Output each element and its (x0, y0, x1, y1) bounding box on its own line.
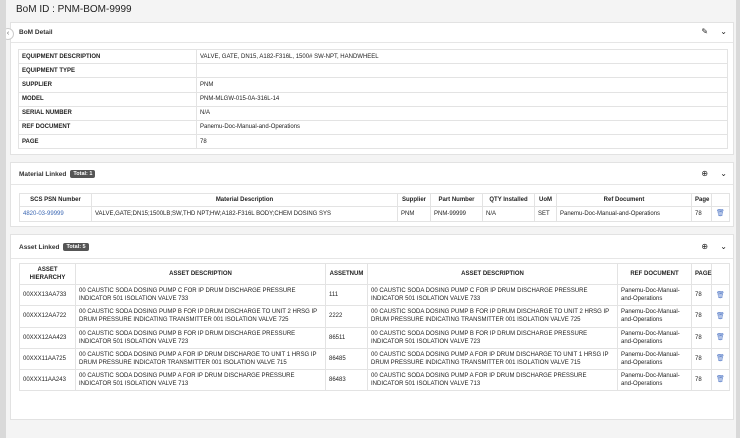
total-badge: Total: 1 (70, 170, 95, 178)
asset-page-cell: 78 (692, 369, 712, 390)
asset-ref-cell: Panemu-Doc-Manual-and-Operations (618, 306, 692, 327)
bom-detail-card (10, 22, 734, 155)
asset-num-cell: 86511 (326, 327, 368, 348)
asset-linked-header (11, 235, 733, 259)
asset-num-cell: 2222 (326, 306, 368, 327)
detail-row (19, 92, 728, 106)
asset-ref-cell: Panemu-Doc-Manual-and-Operations (618, 285, 692, 306)
asset-page-cell: 78 (692, 327, 712, 348)
asset-num-cell: 86483 (326, 369, 368, 390)
asset-row (20, 306, 730, 327)
asset-desc-cell: 00 CAUSTIC SODA DOSING PUMP A FOR IP DRUM DISCHARGE PRESSURE INDICATOR 501 ISOLATION VALVE 713 (76, 369, 326, 390)
asset-row (20, 369, 730, 390)
asset-linked-title: Asset Linked (19, 244, 60, 251)
detail-row (19, 120, 728, 134)
material-linked-header (11, 163, 733, 185)
asset-ref-cell: Panemu-Doc-Manual-and-Operations (618, 369, 692, 390)
material-uom-cell: SET (535, 207, 557, 221)
chevron-down-icon[interactable]: ⌄ (720, 27, 727, 36)
asset-ref-cell: Panemu-Doc-Manual-and-Operations (618, 327, 692, 348)
bom-page (6, 0, 736, 438)
detail-label: EQUIPMENT DESCRIPTION (19, 50, 197, 64)
detail-value: PNM-MLGW-015-0A-316L-14 (197, 92, 728, 106)
detail-label: SUPPLIER (19, 78, 197, 92)
pencil-icon[interactable]: ✎ (701, 27, 709, 36)
asset-hier-cell: 00XXX13AA733 (20, 285, 76, 306)
asset-column-header: ASSETNUM (326, 264, 368, 285)
trash-icon[interactable]: 🗑 (712, 207, 730, 221)
plus-circle-icon[interactable]: ⊕ (701, 242, 709, 251)
material-part-cell: PNM-99999 (431, 207, 483, 221)
asset-row (20, 285, 730, 306)
asset-desc2-cell: 00 CAUSTIC SODA DOSING PUMP C FOR IP DRUM DISCHARGE PRESSURE INDICATOR 501 ISOLATION VALVE 733 (368, 285, 618, 306)
detail-row (19, 106, 728, 120)
detail-row (19, 50, 728, 64)
asset-num-cell: 111 (326, 285, 368, 306)
material-supplier-cell: PNM (398, 207, 431, 221)
asset-hier-cell: 00XXX12AA423 (20, 327, 76, 348)
asset-desc2-cell: 00 CAUSTIC SODA DOSING PUMP B FOR IP DRUM DISCHARGE TO UNIT 2 HRSG IP DRUM PRESSURE INDICATING TRANSMITTER 001 ISOLATION VALVE 725 (368, 306, 618, 327)
detail-value (197, 64, 728, 78)
trash-icon[interactable]: 🗑 (712, 327, 730, 348)
trash-icon[interactable]: 🗑 (712, 285, 730, 306)
asset-num-cell: 86485 (326, 348, 368, 369)
asset-desc2-cell: 00 CAUSTIC SODA DOSING PUMP A FOR IP DRUM DISCHARGE PRESSURE INDICATOR 501 ISOLATION VALVE 713 (368, 369, 618, 390)
bom-detail-header (11, 23, 733, 43)
asset-desc-cell: 00 CAUSTIC SODA DOSING PUMP B FOR IP DRUM DISCHARGE TO UNIT 2 HRSG IP DRUM PRESSURE INDICATING TRANSMITTER 001 ISOLATION VALVE 725 (76, 306, 326, 327)
detail-label: EQUIPMENT TYPE (19, 64, 197, 78)
psn-cell (20, 207, 92, 221)
asset-hier-cell: 00XXX11AA725 (20, 348, 76, 369)
asset-hier-cell: 00XXX12AA722 (20, 306, 76, 327)
asset-page-cell: 78 (692, 348, 712, 369)
detail-value: PNM (197, 78, 728, 92)
material-qty-cell: N/A (483, 207, 535, 221)
asset-column-header: ASSET HIERARCHY (20, 264, 76, 285)
detail-row (19, 78, 728, 92)
asset-column-header: REF DOCUMENT (618, 264, 692, 285)
asset-page-cell: 78 (692, 306, 712, 327)
material-linked-card (10, 162, 734, 227)
asset-desc-cell: 00 CAUSTIC SODA DOSING PUMP B FOR IP DRUM DISCHARGE PRESSURE INDICATOR 501 ISOLATION VALVE 723 (76, 327, 326, 348)
action-column-header (712, 264, 730, 285)
material-column-header: UoM (535, 194, 557, 207)
action-column-header (712, 194, 730, 207)
material-desc-cell: VALVE,GATE;DN15;1500LB;SW,THD NPT;HW;A182-F316L BODY;CHEM DOSING SYS (92, 207, 398, 221)
material-column-header: SCS PSN Number (20, 194, 92, 207)
detail-label: PAGE (19, 135, 197, 149)
asset-table (19, 263, 730, 391)
asset-row (20, 327, 730, 348)
sidebar-toggle-icon[interactable]: ‹ (6, 28, 14, 40)
material-column-header: QTY Installed (483, 194, 535, 207)
asset-page-cell: 78 (692, 285, 712, 306)
page-title: BoM ID : PNM-BOM-9999 (16, 4, 132, 15)
detail-value: N/A (197, 106, 728, 120)
asset-desc2-cell: 00 CAUSTIC SODA DOSING PUMP A FOR IP DRUM DISCHARGE TO UNIT 1 HRSG IP DRUM PRESSURE INDICATING TRANSMITTER 001 ISOLATION VALVE 715 (368, 348, 618, 369)
chevron-down-icon[interactable]: ⌄ (720, 169, 727, 178)
bom-detail-title: BoM Detail (19, 29, 53, 36)
bom-detail-table (18, 49, 728, 149)
trash-icon[interactable]: 🗑 (712, 306, 730, 327)
asset-column-header: ASSET DESCRIPTION (368, 264, 618, 285)
trash-icon[interactable]: 🗑 (712, 348, 730, 369)
material-column-header: Page (692, 194, 712, 207)
material-page-cell: 78 (692, 207, 712, 221)
asset-desc-cell: 00 CAUSTIC SODA DOSING PUMP A FOR IP DRUM DISCHARGE TO UNIT 1 HRSG IP DRUM PRESSURE INDICATOR TRANSMITTER 001 ISOLATION VALVE 715 (76, 348, 326, 369)
detail-label: SERIAL NUMBER (19, 106, 197, 120)
asset-desc2-cell: 00 CAUSTIC SODA DOSING PUMP B FOR IP DRUM DISCHARGE PRESSURE INDICATOR 501 ISOLATION VALVE 723 (368, 327, 618, 348)
asset-column-header: ASSET DESCRIPTION (76, 264, 326, 285)
total-badge: Total: 5 (63, 243, 88, 251)
material-column-header: Ref Document (557, 194, 692, 207)
material-ref-cell: Panemu-Doc-Manual-and-Operations (557, 207, 692, 221)
material-linked-title: Material Linked (19, 171, 67, 178)
detail-row (19, 64, 728, 78)
detail-label: REF DOCUMENT (19, 120, 197, 134)
detail-value: Panemu-Doc-Manual-and-Operations (197, 120, 728, 134)
material-column-header: Part Number (431, 194, 483, 207)
detail-label: MODEL (19, 92, 197, 106)
asset-desc-cell: 00 CAUSTIC SODA DOSING PUMP C FOR IP DRUM DISCHARGE PRESSURE INDICATOR 501 ISOLATION VALVE 733 (76, 285, 326, 306)
plus-circle-icon[interactable]: ⊕ (701, 169, 709, 178)
chevron-down-icon[interactable]: ⌄ (720, 242, 727, 251)
material-column-header: Supplier (398, 194, 431, 207)
asset-row (20, 348, 730, 369)
asset-column-header: PAGE (692, 264, 712, 285)
asset-ref-cell: Panemu-Doc-Manual-and-Operations (618, 348, 692, 369)
asset-linked-card (10, 234, 734, 420)
psn-link[interactable]: 4820-03-99999 (23, 210, 64, 217)
asset-hier-cell: 00XXX11AA243 (20, 369, 76, 390)
detail-row (19, 135, 728, 149)
detail-value: 78 (197, 135, 728, 149)
detail-value: VALVE, GATE, DN15, A182-F316L, 1500# SW-NPT, HANDWHEEL (197, 50, 728, 64)
material-table (19, 193, 730, 222)
material-column-header: Material Description (92, 194, 398, 207)
material-row (20, 207, 730, 221)
trash-icon[interactable]: 🗑 (712, 369, 730, 390)
